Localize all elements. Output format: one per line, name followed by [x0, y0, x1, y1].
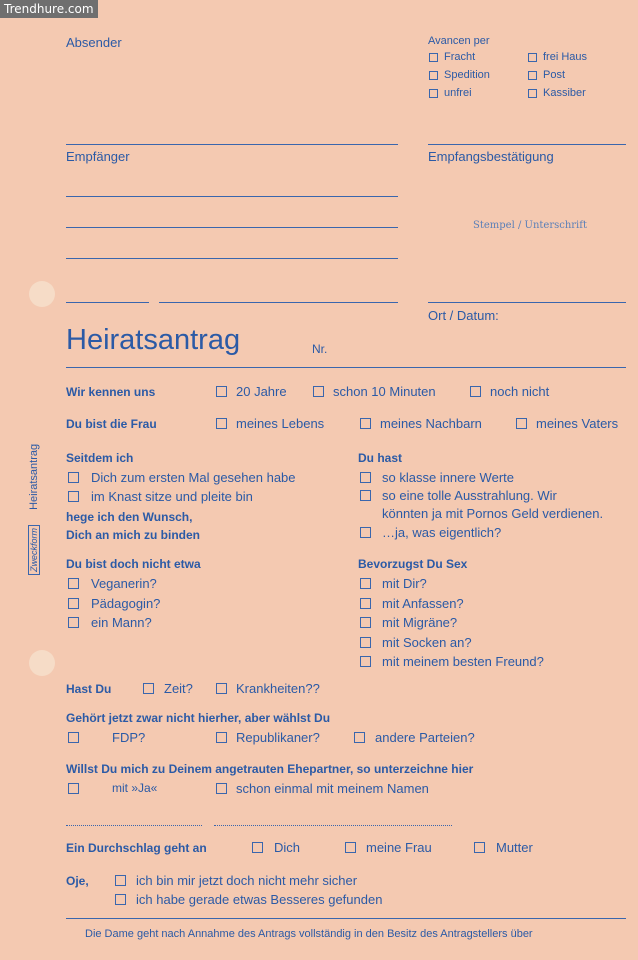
checkbox-paedagogin[interactable]	[68, 598, 79, 609]
checkbox-republikaner[interactable]	[216, 732, 227, 743]
empfaenger-label: Empfänger	[66, 149, 130, 164]
kennen-label: Wir kennen uns	[66, 385, 156, 399]
checkbox-kassiber[interactable]	[528, 89, 537, 98]
address-line-4b	[159, 302, 398, 303]
option-unfrei: unfrei	[444, 87, 472, 99]
watermark: Trendhure.com	[0, 0, 98, 18]
sex-label: Bevorzugst Du Sex	[358, 557, 468, 571]
frau-label: Du bist die Frau	[66, 417, 157, 431]
checkbox-mit-dir[interactable]	[360, 578, 371, 589]
ort-datum-line	[428, 302, 626, 303]
checkbox-mutter[interactable]	[474, 842, 485, 853]
checkbox-nachbarn[interactable]	[360, 418, 371, 429]
checkbox-socken[interactable]	[360, 637, 371, 648]
checkbox-anfassen[interactable]	[360, 598, 371, 609]
option-was-eigentlich: …ja, was eigentlich?	[382, 525, 502, 540]
waehlst-label: Gehört jetzt zwar nicht hierher, aber wählst Du	[66, 711, 331, 725]
stempel-label: Stempel / Unterschrift	[473, 220, 587, 231]
option-ersten-mal: Dich zum ersten Mal gesehen habe	[91, 470, 296, 485]
option-socken: mit Socken an?	[382, 635, 472, 650]
option-mit-ja: mit »Ja«	[112, 781, 158, 795]
signature-line-ja[interactable]	[66, 825, 202, 826]
title-nr: Nr.	[312, 342, 328, 356]
duhast-label: Du hast	[358, 451, 403, 465]
checkbox-andere-parteien[interactable]	[354, 732, 365, 743]
option-nicht-sicher: ich bin mir jetzt doch nicht mehr sicher	[136, 873, 358, 888]
checkbox-frei-haus[interactable]	[528, 53, 537, 62]
oje-label: Oje,	[66, 874, 89, 888]
option-zeit: Zeit?	[164, 681, 193, 696]
checkbox-vaters[interactable]	[516, 418, 527, 429]
option-anfassen: mit Anfassen?	[382, 596, 464, 611]
option-meine-frau: meine Frau	[366, 840, 432, 855]
page-title: Heiratsantrag	[66, 324, 241, 356]
checkbox-ausstrahlung[interactable]	[360, 490, 371, 501]
option-noch-nicht: noch nicht	[490, 384, 550, 399]
hastdu-label: Hast Du	[66, 682, 112, 696]
option-krankheiten: Krankheiten??	[236, 681, 320, 696]
option-10-minuten: schon 10 Minuten	[333, 384, 436, 399]
avancen-label: Avancen per	[428, 35, 490, 47]
option-republikaner: Republikaner?	[236, 730, 320, 745]
checkbox-lebens[interactable]	[216, 418, 227, 429]
option-frei-haus: frei Haus	[543, 51, 588, 63]
option-nachbarn: meines Nachbarn	[380, 416, 482, 431]
checkbox-20-jahre[interactable]	[216, 386, 227, 397]
checkbox-knast[interactable]	[68, 491, 79, 502]
footer-rule	[66, 918, 626, 919]
checkbox-ersten-mal[interactable]	[68, 472, 79, 483]
ort-datum-label: Ort / Datum:	[428, 308, 499, 323]
option-ein-mann: ein Mann?	[91, 615, 152, 630]
option-spedition: Spedition	[444, 69, 490, 81]
hege-line-1: hege ich den Wunsch,	[66, 510, 193, 524]
checkbox-bester-freund[interactable]	[360, 656, 371, 667]
seitdem-label: Seitdem ich	[66, 451, 134, 465]
option-andere-parteien: andere Parteien?	[375, 730, 475, 745]
durchschlag-label: Ein Durchschlag geht an	[66, 841, 207, 855]
option-post: Post	[543, 69, 566, 81]
footer-text: Die Dame geht nach Annahme des Antrags vollständig in den Besitz des Antragstellers über	[85, 928, 533, 940]
option-veganerin: Veganerin?	[91, 576, 157, 591]
address-line-2	[66, 227, 398, 228]
checkbox-krankheiten[interactable]	[216, 683, 227, 694]
option-innere-werte: so klasse innere Werte	[382, 470, 514, 485]
punch-hole-bottom	[29, 650, 55, 676]
option-ausstrahlung: so eine tolle Ausstrahlung. Wir	[382, 488, 557, 503]
checkbox-post[interactable]	[528, 71, 537, 80]
option-20-jahre: 20 Jahre	[236, 384, 287, 399]
signature-line-name[interactable]	[214, 825, 452, 826]
option-fracht: Fracht	[444, 51, 476, 63]
punch-hole-top	[29, 281, 55, 307]
address-line-1	[66, 196, 398, 197]
option-namen: schon einmal mit meinem Namen	[236, 781, 429, 796]
checkbox-zeit[interactable]	[143, 683, 154, 694]
checkbox-meine-frau[interactable]	[345, 842, 356, 853]
checkbox-migraene[interactable]	[360, 617, 371, 628]
hege-line-2: Dich an mich zu binden	[66, 528, 201, 542]
empfangsbestaetigung-line	[428, 144, 626, 145]
checkbox-10-minuten[interactable]	[313, 386, 324, 397]
option-besseres: ich habe gerade etwas Besseres gefunden	[136, 892, 383, 907]
absender-label: Absender	[66, 35, 122, 50]
option-mutter: Mutter	[496, 840, 533, 855]
ausstrahlung-continued: könnten ja mit Pornos Geld verdienen.	[382, 506, 604, 521]
checkbox-besseres[interactable]	[115, 894, 126, 905]
empfangsbestaetigung-label: Empfangsbestätigung	[428, 149, 554, 164]
checkbox-spedition[interactable]	[429, 71, 438, 80]
checkbox-innere-werte[interactable]	[360, 472, 371, 483]
option-dich: Dich	[274, 840, 301, 855]
option-fdp: FDP?	[112, 730, 146, 745]
checkbox-fracht[interactable]	[429, 53, 438, 62]
side-label	[28, 444, 40, 575]
checkbox-nicht-sicher[interactable]	[115, 875, 126, 886]
option-migraene: mit Migräne?	[382, 615, 458, 630]
checkbox-fdp[interactable]	[68, 732, 79, 743]
nichtetwa-label: Du bist doch nicht etwa	[66, 557, 201, 571]
option-lebens: meines Lebens	[236, 416, 325, 431]
option-knast: im Knast sitze und pleite bin	[91, 489, 253, 504]
option-kassiber: Kassiber	[543, 87, 586, 99]
address-line-4a	[66, 302, 149, 303]
side-title: Heiratsantrag	[28, 443, 40, 510]
checkbox-noch-nicht[interactable]	[470, 386, 481, 397]
title-underline	[66, 367, 626, 368]
option-vaters: meines Vaters	[536, 416, 619, 431]
checkbox-dich[interactable]	[252, 842, 263, 853]
checkbox-veganerin[interactable]	[68, 578, 79, 589]
checkbox-namen[interactable]	[216, 783, 227, 794]
checkbox-was-eigentlich[interactable]	[360, 527, 371, 538]
side-brand: Zweckform	[28, 525, 40, 575]
option-mit-dir: mit Dir?	[382, 576, 427, 591]
option-paedagogin: Pädagogin?	[91, 596, 161, 611]
willst-label: Willst Du mich zu Deinem angetrauten Ehepartner, so unterzeichne hier	[66, 762, 474, 776]
checkbox-ein-mann[interactable]	[68, 617, 79, 628]
absender-line	[66, 144, 398, 145]
checkbox-unfrei[interactable]	[429, 89, 438, 98]
option-bester-freund: mit meinem besten Freund?	[382, 654, 544, 669]
address-line-3	[66, 258, 398, 259]
checkbox-mit-ja[interactable]	[68, 783, 79, 794]
